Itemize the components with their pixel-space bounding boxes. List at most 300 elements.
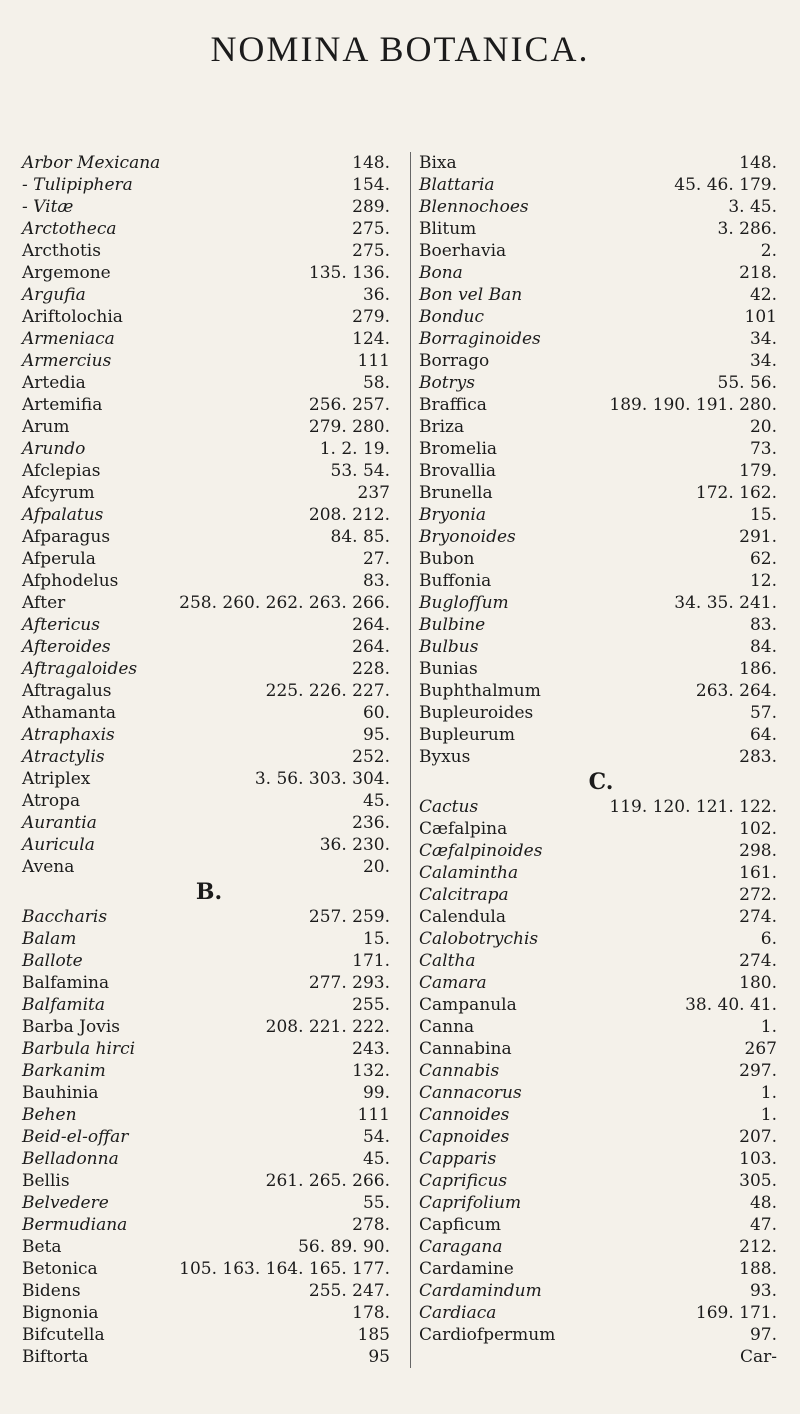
index-entry: [20, 174, 398, 196]
left-column: [20, 152, 398, 1368]
index-entry: [20, 1214, 398, 1236]
index-entry: [20, 482, 398, 504]
entry-term: Caprifolium: [419, 1193, 522, 1213]
index-entry: [20, 1346, 398, 1368]
entry-term: Bifcutella: [22, 1325, 105, 1345]
entry-term: Aftragaloides: [22, 659, 138, 679]
entry-term: Blattaria: [419, 175, 495, 195]
entry-pages: 228.: [352, 659, 390, 679]
entry-pages: 102.: [739, 819, 777, 839]
entry-pages: 55.: [362, 1193, 390, 1213]
entry-pages: 36.: [362, 285, 390, 305]
entry-term: Braffica: [419, 395, 487, 415]
entry-term: Bignonia: [22, 1303, 99, 1323]
index-entry: [417, 1302, 785, 1324]
entry-term: Campanula: [419, 995, 517, 1015]
index-entry: [20, 328, 398, 350]
entry-pages: 218.: [739, 263, 777, 283]
entry-pages: 111: [357, 351, 390, 371]
entry-term: Bidens: [22, 1281, 81, 1301]
entry-term: Calobotrychis: [419, 929, 539, 949]
entry-pages: 27.: [362, 549, 390, 569]
entry-term: Athamanta: [22, 703, 117, 723]
entry-pages: 62.: [749, 549, 777, 569]
entry-term: Barbula hirci: [22, 1039, 136, 1059]
entry-term: Cæfalpinoides: [419, 841, 543, 861]
entry-pages: 256. 257.: [308, 395, 390, 415]
entry-pages: 178.: [352, 1303, 390, 1323]
entry-pages: 6.: [760, 929, 777, 949]
index-entry: [20, 1236, 398, 1258]
entry-pages: 57.: [749, 703, 777, 723]
entry-term: Behen: [22, 1105, 77, 1125]
index-entry: [417, 636, 785, 658]
entry-pages: 252.: [352, 747, 390, 767]
entry-pages: 103.: [739, 1149, 777, 1169]
index-entry: [417, 950, 785, 972]
entry-pages: 279. 280.: [308, 417, 390, 437]
entry-term: Buphthalmum: [419, 681, 541, 701]
entry-pages: 291.: [739, 527, 777, 547]
index-entry: [417, 570, 785, 592]
index-entry: [20, 526, 398, 548]
entry-term: Belladonna: [22, 1149, 119, 1169]
entry-term: Armercius: [22, 351, 112, 371]
entry-term: Brunella: [419, 483, 493, 503]
entry-pages: 212.: [739, 1237, 777, 1257]
entry-term: Cardamine: [419, 1259, 514, 1279]
index-entry: [20, 790, 398, 812]
entry-pages: 135. 136.: [308, 263, 390, 283]
index-entry: [20, 950, 398, 972]
index-entry: [20, 724, 398, 746]
index-entry: [20, 928, 398, 950]
index-entry: [417, 174, 785, 196]
entry-term: Caltha: [419, 951, 476, 971]
entry-term: Argufia: [22, 285, 86, 305]
entry-pages: 83.: [749, 615, 777, 635]
entry-term: Buffonia: [419, 571, 492, 591]
entry-term: Beta: [22, 1237, 62, 1257]
entry-term: Ballote: [22, 951, 83, 971]
entry-term: Arum: [22, 417, 70, 437]
entry-pages: 93.: [749, 1281, 777, 1301]
entry-pages: 73.: [749, 439, 777, 459]
index-entry: [20, 306, 398, 328]
entry-pages: 20.: [749, 417, 777, 437]
entry-pages: 2.: [760, 241, 777, 261]
entry-pages: 54.: [362, 1127, 390, 1147]
entry-pages: 38. 40. 41.: [685, 995, 777, 1015]
entry-term: Argemone: [22, 263, 111, 283]
entry-pages: 278.: [352, 1215, 390, 1235]
entry-term: Afpalatus: [22, 505, 104, 525]
entry-term: Bubon: [419, 549, 475, 569]
entry-term: Afperula: [22, 549, 96, 569]
entry-pages: 83.: [362, 571, 390, 591]
index-entry: [20, 548, 398, 570]
index-entry: [20, 1280, 398, 1302]
index-entry: [20, 262, 398, 284]
entry-term: Capparis: [419, 1149, 497, 1169]
entry-term: Balfamita: [22, 995, 106, 1015]
entry-term: Brovallia: [419, 461, 497, 481]
index-entry: [417, 1104, 785, 1126]
entry-pages: 42.: [749, 285, 777, 305]
index-entry: [20, 658, 398, 680]
entry-term: Buglofſum: [419, 593, 509, 613]
entry-pages: 47.: [749, 1215, 777, 1235]
entry-term: Belvedere: [22, 1193, 109, 1213]
entry-pages: 297.: [739, 1061, 777, 1081]
entry-term: Cardamindum: [419, 1281, 542, 1301]
page-header: NOMINA BOTANICA.: [210, 29, 590, 69]
entry-term: Cannacorus: [419, 1083, 522, 1103]
entry-term: Arundo: [22, 439, 86, 459]
entry-term: Caprificus: [419, 1171, 508, 1191]
entry-term: Balam: [22, 929, 77, 949]
entry-term: Calaminthа: [419, 863, 519, 883]
entry-pages: 60.: [362, 703, 390, 723]
entry-term: Blitum: [419, 219, 477, 239]
entry-pages: 274.: [739, 951, 777, 971]
index-entry: [417, 482, 785, 504]
index-entry: [417, 1236, 785, 1258]
entry-term: Artemifia: [22, 395, 103, 415]
index-entry: [20, 196, 398, 218]
entry-term: Calendula: [419, 907, 506, 927]
entry-pages: 274.: [739, 907, 777, 927]
index-entry: [20, 746, 398, 768]
index-entry: [417, 1346, 785, 1368]
index-entry: [417, 994, 785, 1016]
index-entry: [417, 796, 785, 818]
entry-term: Aftragalus: [22, 681, 112, 701]
entry-term: Canna: [419, 1017, 475, 1037]
index-entry: [417, 504, 785, 526]
entry-term: Bon vel Ban: [419, 285, 523, 305]
entry-term: Briza: [419, 417, 465, 437]
index-entry: [417, 350, 785, 372]
entry-term: Artedia: [22, 373, 86, 393]
entry-pages: 84.: [749, 637, 777, 657]
index-entry: [417, 306, 785, 328]
index-entry: [417, 1082, 785, 1104]
entry-pages: 258. 260. 262. 263. 266.: [179, 593, 390, 613]
entry-pages: 95.: [362, 725, 390, 745]
index-entry: [20, 1038, 398, 1060]
index-entry: [417, 840, 785, 862]
entry-term: Camara: [419, 973, 487, 993]
index-entry: [417, 928, 785, 950]
entry-pages: 161.: [739, 863, 777, 883]
entry-pages: 257. 259.: [308, 907, 390, 927]
entry-pages: 172. 162.: [695, 483, 777, 503]
index-entry: [20, 416, 398, 438]
entry-term: Bonduc: [419, 307, 485, 327]
entry-pages: 34.: [749, 329, 777, 349]
entry-term: Bauhinia: [22, 1083, 99, 1103]
index-entry: [20, 1148, 398, 1170]
index-entry: [20, 240, 398, 262]
index-entry: [417, 884, 785, 906]
entry-term: After: [22, 593, 66, 613]
index-entry: [20, 1170, 398, 1192]
index-entry: [20, 972, 398, 994]
index-entry: [417, 548, 785, 570]
index-entry: [20, 994, 398, 1016]
index-entry: [417, 460, 785, 482]
entry-term: Bixa: [419, 153, 457, 173]
index-entry: [417, 1016, 785, 1038]
entry-term: Bulbine: [419, 615, 486, 635]
entry-pages: 119. 120. 121. 122.: [609, 797, 777, 817]
entry-pages: 36. 230.: [319, 835, 390, 855]
entry-term: Atriplex: [22, 769, 91, 789]
entry-term: Capnoides: [419, 1127, 510, 1147]
index-entry: [20, 1060, 398, 1082]
entry-term: Bryonoides: [419, 527, 516, 547]
entry-term: Auricula: [22, 835, 95, 855]
entry-term: Cannoides: [419, 1105, 510, 1125]
index-entry: [417, 328, 785, 350]
entry-term: Ariftolochia: [22, 307, 123, 327]
right-column: [410, 152, 785, 1368]
index-entry: [20, 834, 398, 856]
index-entry: [417, 818, 785, 840]
index-entry: [20, 284, 398, 306]
entry-pages: 255.: [352, 995, 390, 1015]
index-entry: [20, 460, 398, 482]
entry-term: Bulbus: [419, 637, 479, 657]
entry-pages: 48.: [749, 1193, 777, 1213]
index-entry: [417, 284, 785, 306]
entry-pages: 64.: [749, 725, 777, 745]
entry-term: Aftericus: [22, 615, 100, 635]
entry-term: Bryonia: [419, 505, 486, 525]
index-entry: [20, 152, 398, 174]
entry-pages: 264.: [352, 615, 390, 635]
entry-pages: 236.: [352, 813, 390, 833]
index-entry: [417, 1148, 785, 1170]
index-entry: [20, 768, 398, 790]
entry-pages: 207.: [739, 1127, 777, 1147]
entry-term: Atraphaxis: [22, 725, 115, 745]
entry-pages: 101: [744, 307, 777, 327]
entry-pages: 34.: [749, 351, 777, 371]
entry-pages: 3. 56. 303. 304.: [254, 769, 390, 789]
index-entry: [417, 416, 785, 438]
entry-pages: 208. 212.: [308, 505, 390, 525]
entry-term: Betonica: [22, 1259, 98, 1279]
index-entry: [417, 1126, 785, 1148]
entry-pages: 3. 45.: [728, 197, 777, 217]
entry-pages: 56. 89. 90.: [298, 1237, 390, 1257]
index-entry: [417, 1280, 785, 1302]
entry-pages: 97.: [749, 1325, 777, 1345]
entry-pages: 132.: [352, 1061, 390, 1081]
entry-term: Cæfalpina: [419, 819, 508, 839]
index-entry: [20, 1104, 398, 1126]
entry-term: Baccharis: [22, 907, 108, 927]
entry-pages: 289.: [352, 197, 390, 217]
entry-term: Caragana: [419, 1237, 503, 1257]
index-entry: [20, 592, 398, 614]
entry-pages: 1.: [760, 1083, 777, 1103]
entry-pages: 1.: [760, 1105, 777, 1125]
index-entry: [417, 702, 785, 724]
entry-pages: 277. 293.: [308, 973, 390, 993]
index-entry: [417, 1258, 785, 1280]
index-entry: [417, 592, 785, 614]
entry-pages: 105. 163. 164. 165. 177.: [179, 1259, 390, 1279]
index-entry: [20, 1082, 398, 1104]
index-entry: [20, 570, 398, 592]
index-entry: [417, 196, 785, 218]
index-entry: [417, 394, 785, 416]
entry-pages: 148.: [352, 153, 390, 173]
index-entry: [20, 1258, 398, 1280]
entry-pages: 275.: [352, 219, 390, 239]
index-entry: [20, 218, 398, 240]
entry-pages: 55. 56.: [717, 373, 777, 393]
entry-pages: 243.: [352, 1039, 390, 1059]
entry-pages: 186.: [739, 659, 777, 679]
entry-term: - Vitæ: [22, 197, 74, 217]
entry-pages: 275.: [352, 241, 390, 261]
entry-term: Blennochoes: [419, 197, 529, 217]
index-entry: [417, 746, 785, 768]
entry-term: Cannabis: [419, 1061, 500, 1081]
entry-pages: 188.: [739, 1259, 777, 1279]
entry-pages: 53. 54.: [330, 461, 390, 481]
entry-term: Afparagus: [22, 527, 111, 547]
index-entry: [20, 636, 398, 658]
entry-pages: 34. 35. 241.: [674, 593, 777, 613]
index-entry: [417, 526, 785, 548]
entry-term: Bona: [419, 263, 463, 283]
entry-term: Byxus: [419, 747, 471, 767]
entry-term: Bupleuroides: [419, 703, 534, 723]
entry-term: Calcitrapa: [419, 885, 509, 905]
entry-term: Armeniaca: [22, 329, 115, 349]
index-entry: [417, 438, 785, 460]
entry-term: Afphodelus: [22, 571, 119, 591]
entry-pages: 45.: [362, 791, 390, 811]
entry-pages: 154.: [352, 175, 390, 195]
entry-term: Cannabina: [419, 1039, 512, 1059]
index-entry: [417, 680, 785, 702]
entry-term: Biftorta: [22, 1347, 89, 1367]
entry-pages: 237: [357, 483, 390, 503]
index-entry: [20, 614, 398, 636]
entry-pages: 20.: [362, 857, 390, 877]
entry-pages: 225. 226. 227.: [265, 681, 390, 701]
entry-pages: 95: [368, 1347, 390, 1367]
entry-term: Beid-el-offar: [22, 1127, 129, 1147]
entry-pages: 84. 85.: [330, 527, 390, 547]
entry-pages: 179.: [739, 461, 777, 481]
entry-pages: 99.: [362, 1083, 390, 1103]
entry-pages: 45. 46. 179.: [674, 175, 777, 195]
entry-term: Bupleurum: [419, 725, 515, 745]
index-entry: [417, 1324, 785, 1346]
entry-term: Cardiaca: [419, 1303, 497, 1323]
entry-pages: 15.: [749, 505, 777, 525]
index-entry: [20, 1126, 398, 1148]
entry-term: Bellis: [22, 1171, 70, 1191]
index-entry: [20, 680, 398, 702]
entry-term: Avena: [22, 857, 75, 877]
index-entry: [20, 1192, 398, 1214]
index-entry: [417, 658, 785, 680]
index-entry: [20, 906, 398, 928]
index-entry: [20, 812, 398, 834]
entry-pages: 279.: [352, 307, 390, 327]
index-entry: [20, 1302, 398, 1324]
index-entry: [20, 1016, 398, 1038]
entry-term: Afcyrum: [22, 483, 95, 503]
entry-term: Cardiofpermum: [419, 1325, 556, 1345]
entry-pages: 185: [357, 1325, 390, 1345]
entry-term: Bunias: [419, 659, 478, 679]
index-entry: [417, 906, 785, 928]
entry-pages: 124.: [352, 329, 390, 349]
entry-pages: 180.: [739, 973, 777, 993]
entry-pages: 261. 265. 266.: [265, 1171, 390, 1191]
index-entry: [20, 856, 398, 878]
entry-term: Bermudiana: [22, 1215, 128, 1235]
entry-term: Borraginoides: [419, 329, 541, 349]
entry-pages: 12.: [749, 571, 777, 591]
entry-pages: 15.: [362, 929, 390, 949]
index-entry: [417, 262, 785, 284]
entry-term: Barba Jovis: [22, 1017, 120, 1037]
index-entry: [20, 504, 398, 526]
entry-term: Atractylis: [22, 747, 105, 767]
entry-term: Aurantia: [22, 813, 97, 833]
entry-term: Borrago: [419, 351, 490, 371]
entry-pages: 208. 221. 222.: [265, 1017, 390, 1037]
section-letter: B.: [195, 879, 223, 905]
entry-term: Boerhavia: [419, 241, 507, 261]
index-entry: [417, 372, 785, 394]
entry-pages: 283.: [739, 747, 777, 767]
entry-pages: 189. 190. 191. 280.: [609, 395, 777, 415]
entry-term: Cactus: [419, 797, 479, 817]
index-entry: [417, 152, 785, 174]
entry-pages: 298.: [739, 841, 777, 861]
entry-term: Balfamina: [22, 973, 110, 993]
entry-pages: 267: [744, 1039, 777, 1059]
index-entry: [20, 438, 398, 460]
index-entry: [417, 1060, 785, 1082]
index-entry: [417, 862, 785, 884]
index-entry: [417, 1214, 785, 1236]
index-entry: [20, 394, 398, 416]
entry-term: Arcthotis: [22, 241, 101, 261]
entry-pages: 45.: [362, 1149, 390, 1169]
index-entry: [417, 1170, 785, 1192]
index-entry: [417, 218, 785, 240]
entry-term: Capficum: [419, 1215, 501, 1235]
entry-term: Bromelia: [419, 439, 498, 459]
section-letter: C.: [588, 769, 614, 795]
index-entry: [20, 702, 398, 724]
index-entry: [417, 1192, 785, 1214]
entry-term: Afclepias: [22, 461, 101, 481]
entry-term: - Tulipiphera: [22, 175, 133, 195]
